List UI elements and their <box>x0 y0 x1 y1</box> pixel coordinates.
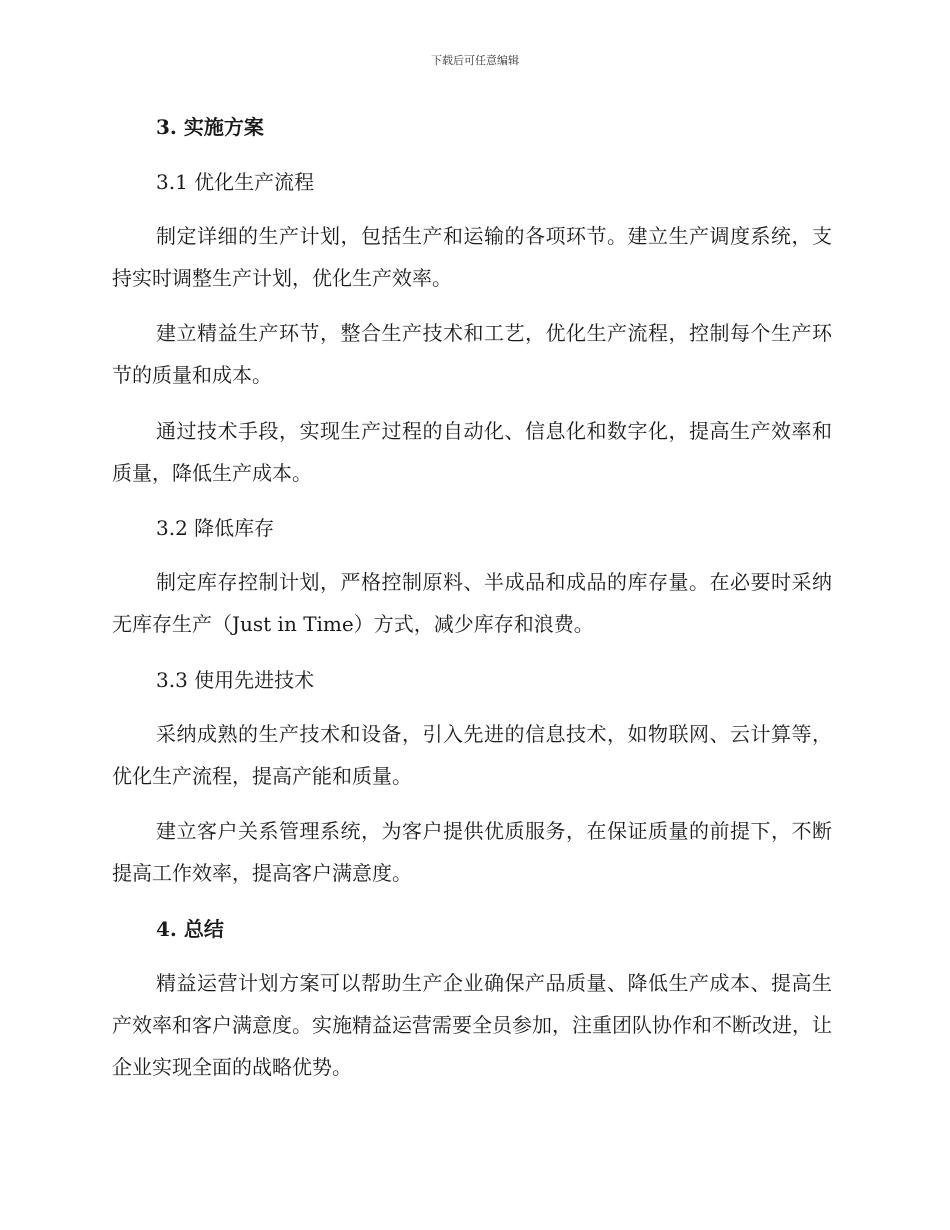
section-heading-implementation: 3. 实施方案 <box>156 115 264 139</box>
paragraph-crm-system: 建立客户关系管理系统，为客户提供优质服务，在保证质量的前提下，不断提高工作效率，提高客户满意度。 <box>112 819 832 885</box>
paragraph-inventory-control: 制定库存控制计划，严格控制原料、半成品和成品的库存量。在必要时采纳无库存生产（Just in Time）方式，减少库存和浪费。 <box>112 570 832 636</box>
subsection-heading-reduce-inventory: 3.2 降低库存 <box>156 516 275 540</box>
paragraph-lean-production: 建立精益生产环节，整合生产技术和工艺，优化生产流程，控制每个生产环节的质量和成本。 <box>112 321 832 387</box>
paragraph-automation: 通过技术手段，实现生产过程的自动化、信息化和数字化，提高生产效率和质量，降低生产成本。 <box>112 419 832 485</box>
subsection-heading-advanced-tech: 3.3 使用先进技术 <box>156 668 315 692</box>
paragraph-summary: 精益运营计划方案可以帮助生产企业确保产品质量、降低生产成本、提高生产效率和客户满意度。实施精益运营需要全员参加，注重团队协作和不断改进，让企业实现全面的战略优势。 <box>112 971 832 1079</box>
page-header-note: 下载后可任意编辑 <box>431 54 519 67</box>
paragraph-production-plan: 制定详细的生产计划，包括生产和运输的各项环节。建立生产调度系统，支持实时调整生产计划，优化生产效率。 <box>112 224 832 290</box>
subsection-heading-optimize-process: 3.1 优化生产流程 <box>156 170 315 194</box>
paragraph-technology-adoption: 采纳成熟的生产技术和设备，引入先进的信息技术，如物联网、云计算等，优化生产流程，提高产能和质量。 <box>112 722 832 788</box>
section-heading-summary: 4. 总结 <box>156 917 224 941</box>
